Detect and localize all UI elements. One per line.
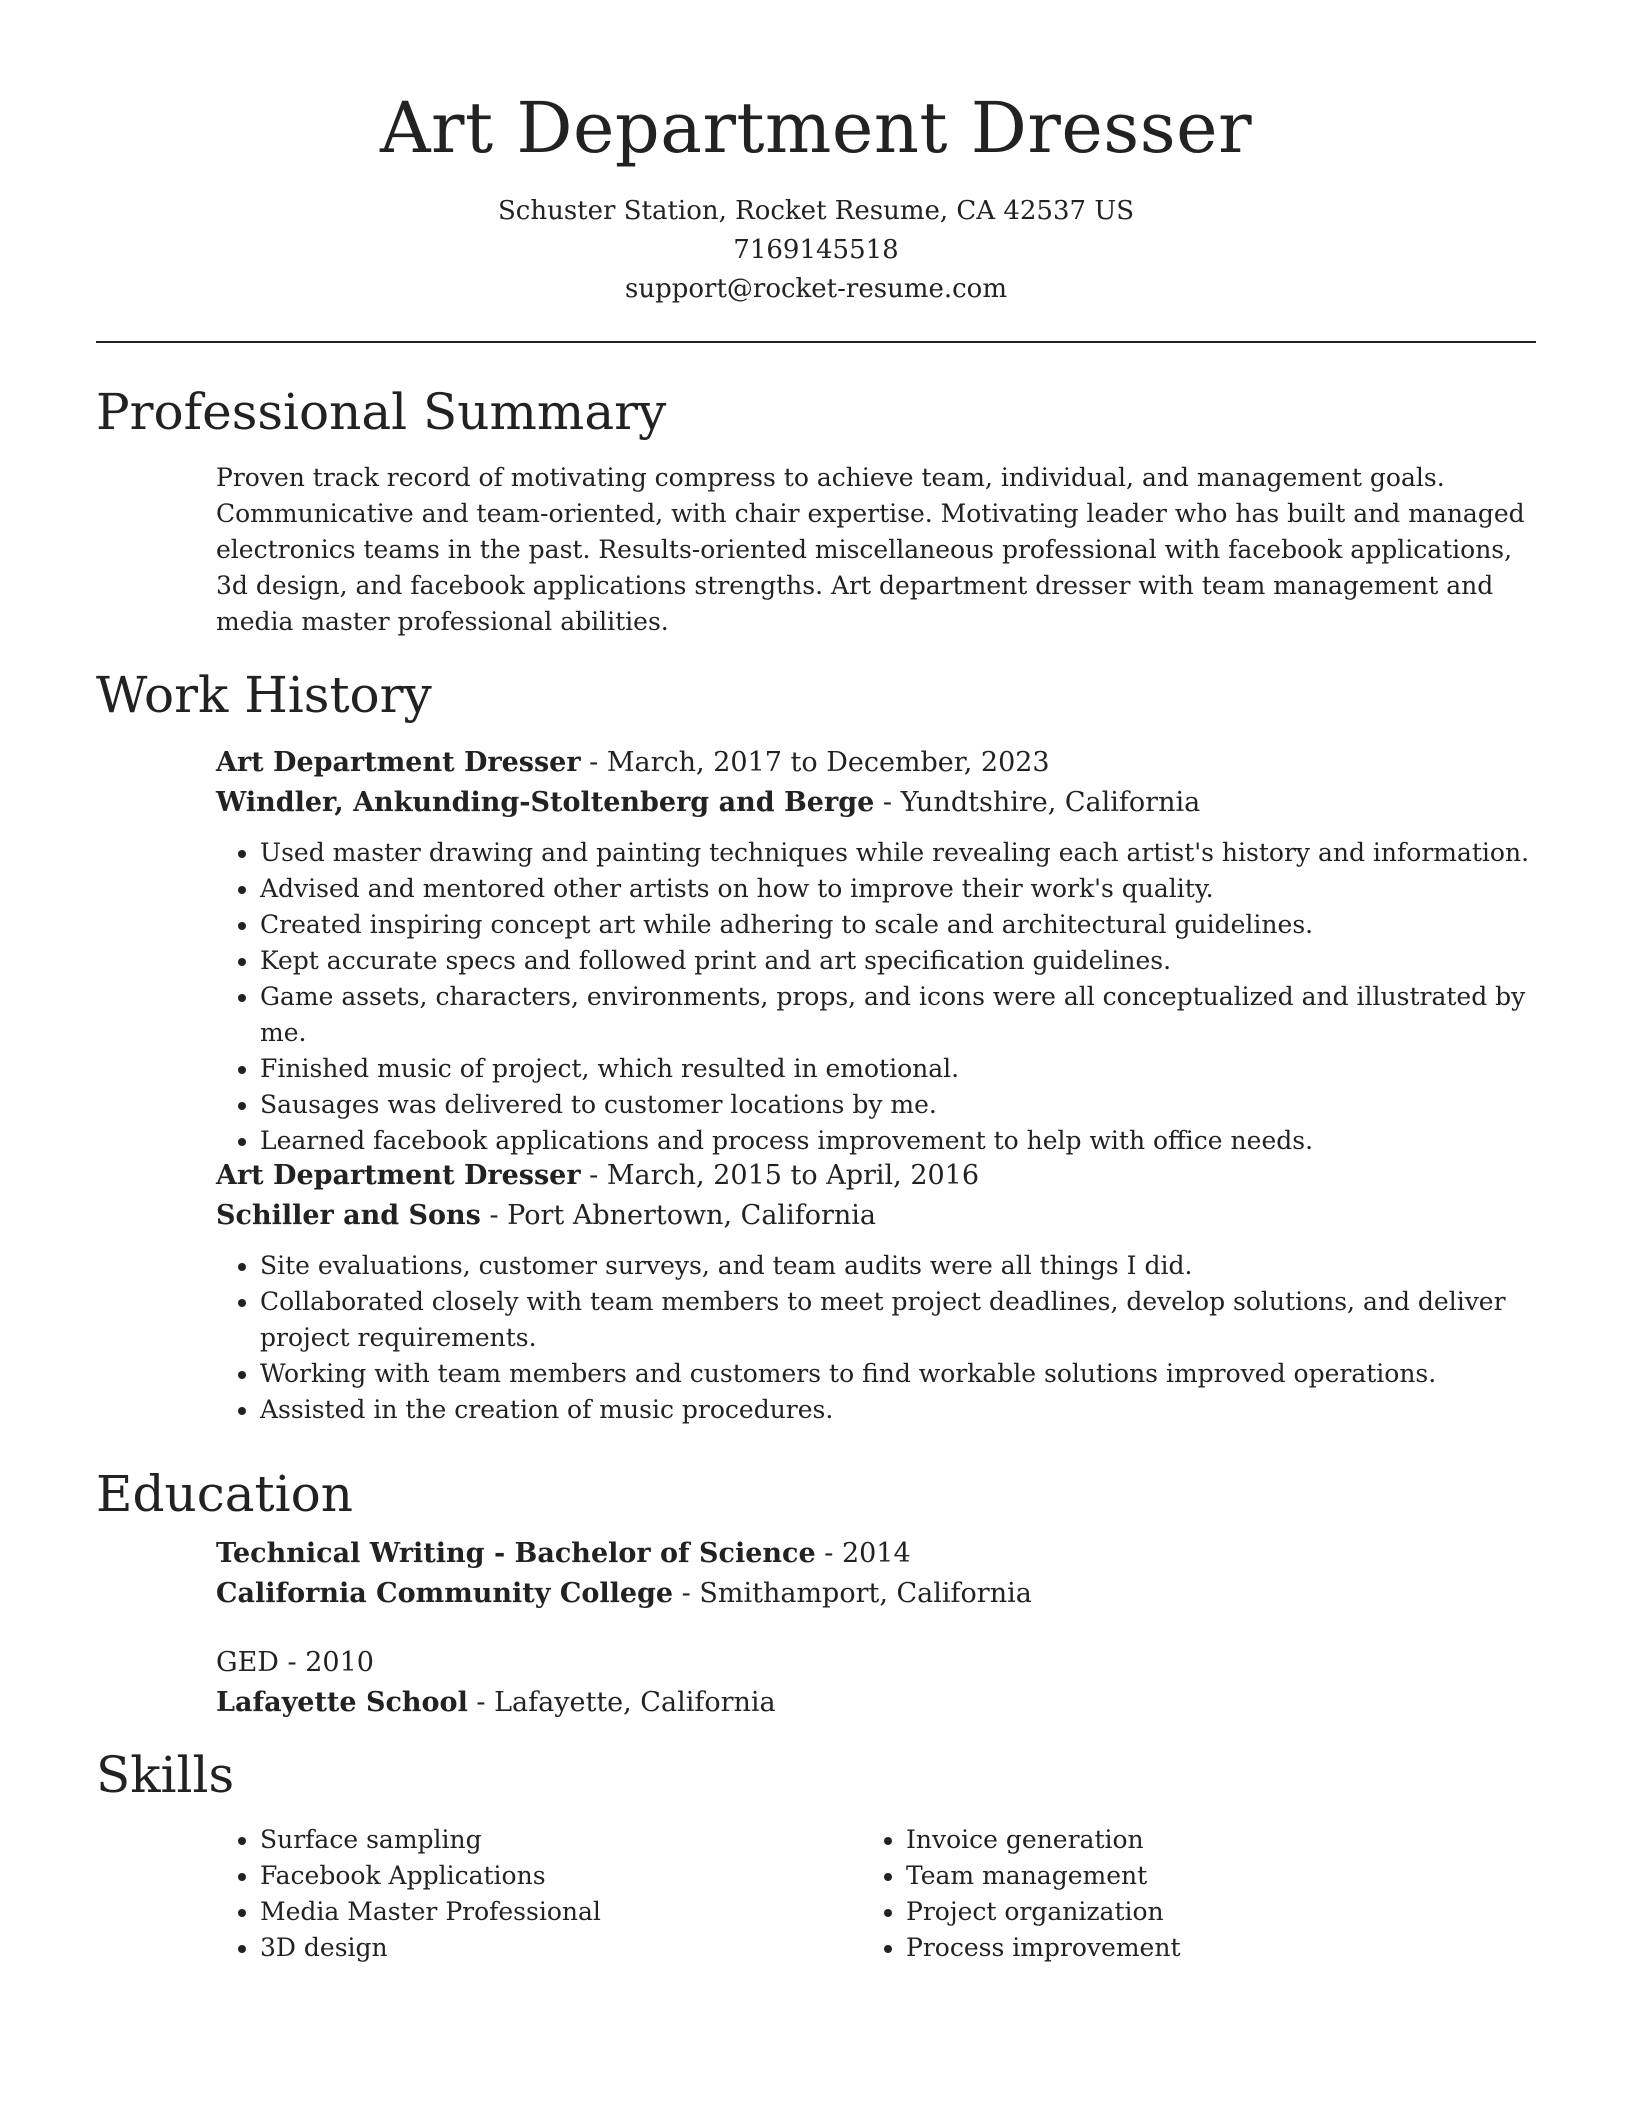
list-item: • Advised and mentored other artists on how to improve their work's quality.: [260, 871, 1536, 907]
list-item: • Sausages was delivered to customer locations by me.: [260, 1087, 1536, 1123]
list-item: • Kept accurate specs and followed print and art specification guidelines.: [260, 943, 1536, 979]
job-bullets: [216, 1248, 1536, 1428]
job-role: Art Department Dresser: [216, 1160, 581, 1191]
education-degree: Technical Writing - Bachelor of Science: [216, 1538, 816, 1569]
skill-item: • Facebook Applications: [260, 1858, 816, 1894]
skills-column-right: [862, 1822, 1462, 1966]
education-degree: GED: [216, 1647, 279, 1678]
skill-item: • Media Master Professional: [260, 1894, 816, 1930]
education-location: - Smithamport, California: [673, 1578, 1032, 1609]
job-bullets: [216, 835, 1536, 1159]
education-school-line: [216, 1574, 1536, 1614]
section-title-education: Education: [96, 1465, 353, 1523]
list-item: • Used master drawing and painting techniques while revealing each artist's history and information.: [260, 835, 1536, 871]
job-company: Windler, Ankunding-Stoltenberg and Berge: [216, 787, 875, 818]
section-title-work-history: Work History: [96, 666, 432, 724]
skills-list: [216, 1822, 816, 1966]
address: Schuster Station, Rocket Resume, CA 42537 US: [497, 196, 1135, 226]
skill-item: • 3D design: [260, 1930, 816, 1966]
list-item: • Finished music of project, which resulted in emotional.: [260, 1051, 1536, 1087]
list-item: • Collaborated closely with team members to meet project deadlines, develop solutions, and deliver project requirements.: [260, 1284, 1536, 1356]
list-item: • Site evaluations, customer surveys, and team audits were all things I did.: [260, 1248, 1536, 1284]
job-company-line: [216, 783, 1536, 823]
job-dates: - March, 2017 to December, 2023: [580, 747, 1050, 778]
candidate-name: Art Department Dresser: [379, 87, 1253, 169]
list-item: • Game assets, characters, environments, props, and icons were all conceptualized and illustrated by me.: [260, 979, 1536, 1051]
education-year: - 2010: [278, 1647, 374, 1678]
contact-info: [96, 192, 1536, 309]
education-degree-line: [216, 1643, 1536, 1683]
phone-number: 7169145518: [733, 235, 899, 265]
list-item: • Working with team members and customers to find workable solutions improved operations.: [260, 1356, 1536, 1392]
education-degree-line: [216, 1534, 1536, 1574]
education-school: Lafayette School: [216, 1687, 468, 1718]
list-item: • Assisted in the creation of music procedures.: [260, 1392, 1536, 1428]
education-entry: [216, 1643, 1536, 1723]
education-school: California Community College: [216, 1578, 674, 1609]
education-entry: [216, 1534, 1536, 1614]
job-company: Schiller and Sons: [216, 1200, 481, 1231]
section-title-summary: Professional Summary: [96, 383, 667, 441]
job-entry: [216, 743, 1536, 1159]
list-item: • Learned facebook applications and process improvement to help with office needs.: [260, 1123, 1536, 1159]
email-address: support@rocket-resume.com: [624, 274, 1007, 304]
skill-item: • Surface sampling: [260, 1822, 816, 1858]
job-location: - Yundtshire, California: [874, 787, 1201, 818]
job-company-line: [216, 1196, 1536, 1236]
skill-item: • Team management: [906, 1858, 1462, 1894]
skill-item: • Invoice generation: [906, 1822, 1462, 1858]
job-location: - Port Abnertown, California: [480, 1200, 876, 1231]
skill-item: • Process improvement: [906, 1930, 1462, 1966]
skills-list: [862, 1822, 1462, 1966]
job-title-line: [216, 743, 1536, 783]
skills-column-left: [216, 1822, 816, 1966]
section-title-skills: Skills: [96, 1746, 235, 1804]
header-divider: [96, 341, 1536, 343]
list-item: • Created inspiring concept art while adhering to scale and architectural guidelines.: [260, 907, 1536, 943]
job-role: Art Department Dresser: [216, 747, 581, 778]
job-dates: - March, 2015 to April, 2016: [580, 1160, 980, 1191]
skill-item: • Project organization: [906, 1894, 1462, 1930]
resume-header: [96, 84, 1536, 309]
education-location: - Lafayette, California: [467, 1687, 776, 1718]
summary-text: Proven track record of motivating compress to achieve team, individual, and management goals. Communicative and team-oriented, with chair expertise. Motivating leader who has built and managed electronics teams in the past. Results-oriented miscellaneous professional with facebook applications, 3d design, and facebook applications strengths. Art department dresser with team management and media master professional abilities.: [216, 463, 1525, 636]
education-school-line: [216, 1683, 1536, 1723]
education-year: - 2014: [815, 1538, 911, 1569]
job-entry: [216, 1156, 1536, 1428]
job-title-line: [216, 1156, 1536, 1196]
